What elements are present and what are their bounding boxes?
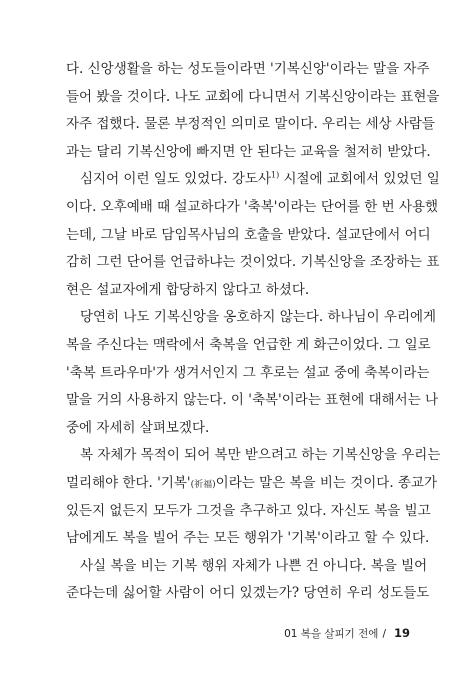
text-line: 중에 자세히 살펴보겠다. [66,419,210,436]
page-number: 19 [393,626,410,640]
footnote-marker: 1) [271,170,280,180]
footer-separator: / [382,628,386,640]
text-line: 과는 달리 기복신앙에 빠지면 안 된다는 교육을 철저히 받았다. [66,143,431,160]
text-line: 들어 봤을 것이다. 나도 교회에 다니면서 기복신앙이라는 표현을 [66,88,440,105]
text-line [66,166,440,194]
text-line [66,470,438,498]
body-text [66,56,441,608]
text-line: 복 자체가 목적이 되어 복만 받으려고 하는 기복신앙을 우리는 [80,447,441,464]
text-line: 남에게도 복을 빌어 주는 모든 행위가 '기복'이라고 할 수 있다. [66,530,430,547]
text-line: 감히 그런 단어를 언급하냐는 것이었다. 기복신앙을 조장하는 표 [66,254,440,271]
text-line: '축복 트라우마'가 생겨서인지 그 후로는 설교 중에 축복이라는 [66,364,430,381]
chapter-title: 01 복을 살피기 전에 [284,628,379,640]
text-line: 는데, 그날 바로 담임목사님의 호출을 받았다. 설교단에서 어디 [66,226,431,243]
text-line: 자주 접했다. 물론 부정적인 의미로 말이다. 우리는 세상 사람들 [66,116,435,133]
text-line: 이다. 오후예배 때 설교하다가 '축복'이라는 단어를 한 번 사용했 [66,198,439,215]
text-span: 심지어 이런 일도 있었다. 강도사 [80,171,271,188]
text-line: 다. 신앙생활을 하는 성도들이라면 '기복신앙'이라는 말을 자주 [66,61,430,77]
text-span: 시절에 교회에서 있었던 일 [279,171,440,188]
text-line: 당연히 나도 기복신앙을 옹호하지 않는다. 하나님이 우리에게 [80,309,437,326]
hanja-annotation: (祈福) [190,479,216,490]
page-footer [284,626,410,641]
text-line: 복을 주신다는 맥락에서 축복을 언급한 게 화근이었다. 그 일로 [66,336,431,353]
text-line: 사실 복을 비는 기복 행위 자체가 나쁜 건 아니다. 복을 빌어 [80,557,428,574]
text-line: 준다는데 싫어할 사람이 어디 있겠는가? 당연히 우리 성도들도 [66,585,430,602]
text-span: 이라는 말은 복을 비는 것이다. 종교가 [215,474,438,491]
text-line: 말을 거의 사용하지 않는다. 이 '축복'이라는 표현에 대해서는 나 [66,392,439,409]
text-line: 현은 설교자에게 합당하지 않다고 하셨다. [66,281,310,298]
text-line: 있든지 없든지 모두가 그것을 추구하고 있다. 자신도 복을 빌고 [66,502,431,519]
text-span: 멀리해야 한다. '기복' [66,474,191,491]
